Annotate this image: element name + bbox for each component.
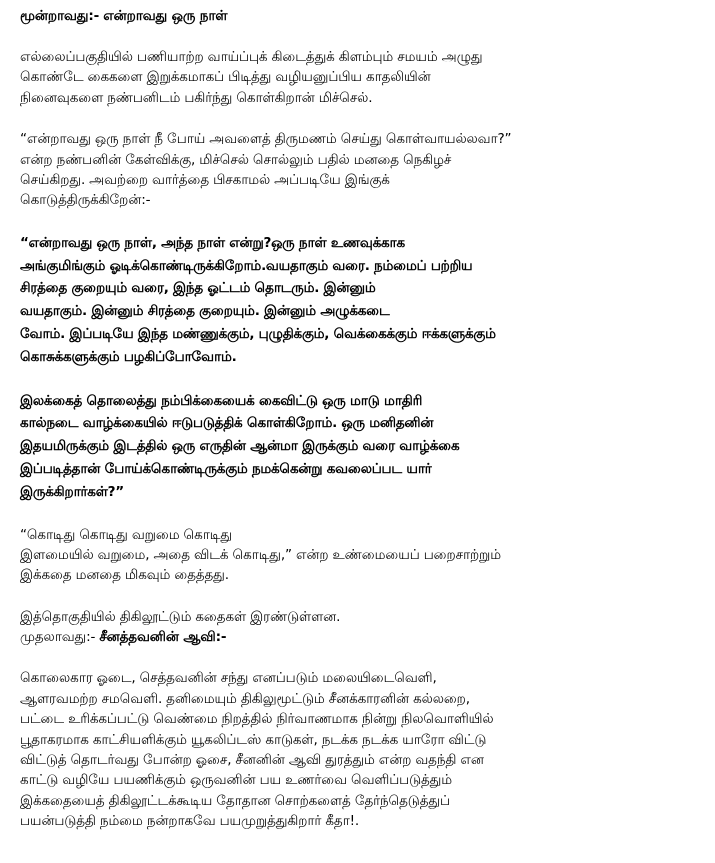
text-line: என்ற நண்பனின் கேள்விக்கு, மிச்செல் சொல்லும் பதில் மனதை நெகிழச் (20, 151, 452, 168)
quote-line: இதயமிருக்கும் இடத்தில் ஒரு எருதின் ஆன்மா இருக்கும் வரை வாழ்க்கை (20, 438, 460, 455)
spacer (20, 108, 710, 129)
quote-line: வயதாகும். இன்னும் சிரத்தை குறையும். இன்னும் அழுக்கடை (20, 303, 390, 320)
quote-paragraph-2 (20, 390, 710, 504)
spacer (20, 369, 710, 390)
quote-paragraph-1 (20, 232, 710, 369)
quote-line: கொசுக்களுக்கும் பழகிப்போவோம். (20, 348, 237, 365)
text-line: ஆளரவமற்ற சமவெளி. தனிமையும் திகிலுமூட்டும் சீனக்காரனின் கல்லறை, (20, 690, 470, 707)
quote-line: வோம். இப்படியே இந்த மண்ணுக்கும், புழுதிக்கும், வெக்கைக்கும் ஈக்களுக்கும் (20, 325, 496, 342)
story-title: சீனத்தவனின் ஆவி:- (99, 629, 227, 646)
text-line: நினைவுகளை நண்பனிடம் பகிர்ந்து கொள்கிறான் மிச்செல். (20, 89, 373, 106)
paragraph-story-description (20, 668, 710, 831)
spacer (20, 586, 710, 607)
spacer (20, 211, 710, 232)
text-line: கொண்டே கைகளை இறுக்கமாகப் பிடித்து வழியனுப்பிய காதலியின் (20, 69, 431, 86)
text-line: பூதாகரமாக காட்சியளிக்கும் யூகலிப்டஸ் காடுகள், நடக்க நடக்க யாரோ விட்டு (20, 731, 487, 748)
text-line: இளமையில் வறுமை, அதை விடக் கொடிது,” என்ற உண்மையைப் பறைசாற்றும் (20, 546, 501, 563)
quote-line: இருக்கிறார்கள்?” (20, 483, 124, 500)
text-line: செய்கிறது. அவற்றை வார்த்தை பிசகாமல் அப்படியே இங்குக் (20, 171, 390, 188)
paragraph-question (20, 129, 710, 211)
spacer (20, 647, 710, 668)
quote-line: கால்நடை வாழ்க்கையில் ஈடுபடுத்திக் கொள்கிறோம். ஒரு மனிதனின் (20, 415, 434, 432)
spacer (20, 504, 710, 525)
paragraph-intro (20, 47, 710, 108)
text-line: “கொடிது கொடிது வறுமை கொடிது (20, 526, 232, 543)
text-line: பயன்படுத்தி நம்மை நன்றாகவே பயமுறுத்துகிறார் கீதா!. (20, 813, 360, 830)
poem-quote (20, 525, 710, 586)
section-label: மூன்றாவது:- (20, 8, 100, 24)
quote-line: சிரத்தை குறையும் வரை, இந்த ஓட்டம் தொடரும். இன்னும் (20, 280, 376, 297)
quote-line: “என்றாவது ஒரு நாள், அந்த நாள் என்று?ஒரு நாள் உணவுக்காக (20, 234, 405, 251)
quote-line: அங்குமிங்கும் ஓடிக்கொண்டிருக்கிறோம்.வயதாகும் வரை. நம்மைப் பற்றிய (20, 257, 473, 274)
paragraph-horror-intro (20, 607, 710, 648)
document-body (20, 6, 710, 832)
text-line: கொலைகார ஓடை, செத்தவனின் சந்து எனப்படும் மலையிடைவெளி, (20, 670, 437, 687)
subheading-line (20, 627, 710, 647)
spacer (20, 26, 710, 47)
section-heading (20, 6, 710, 26)
text-line: விட்டுத் தொடர்வது போன்ற ஓசை, சீனனின் ஆவி துரத்தும் என்ற வதந்தி என (20, 752, 484, 769)
story-title: என்றாவது ஒரு நாள் (103, 8, 228, 24)
text-line: இக்கதை மனதை மிகவும் தைத்தது. (20, 567, 229, 584)
text-line: எல்லைப்பகுதியில் பணியாற்ற வாய்ப்புக் கிடைத்துக் கிளம்பும் சமயம் அழுது (20, 49, 483, 65)
section-label: முதலாவது:- (20, 629, 96, 646)
text-line: இத்தொகுதியில் திகிலூட்டும் கதைகள் இரண்டுள்ளன. (20, 608, 341, 625)
text-line: பட்டை உரிக்கப்பட்டு வெண்மை நிறத்தில் நிர்வாணமாக நின்று நிலவொளியில் (20, 711, 494, 728)
quote-line: இப்படித்தான் போய்க்கொண்டிருக்கும் நமக்கென்று கவலைப்பட யார் (20, 460, 432, 477)
text-line: காட்டு வழியே பயணிக்கும் ஒருவனின் பய உணர்வை வெளிப்படுத்தும் (20, 772, 452, 789)
quote-line: இலக்கைத் தொலைத்து நம்பிக்கையைக் கைவிட்டு ஒரு மாடு மாதிரி (20, 392, 423, 409)
text-line: “என்றாவது ஒரு நாள் நீ போய் அவளைத் திருமணம் செய்து கொள்வாயல்லவா?” (20, 131, 512, 148)
text-line: இக்கதையைத் திகிலூட்டக்கூடிய தோதான சொற்களைத் தேர்ந்தெடுத்துப் (20, 792, 450, 809)
text-line: கொடுத்திருக்கிறேன்:- (20, 192, 151, 209)
